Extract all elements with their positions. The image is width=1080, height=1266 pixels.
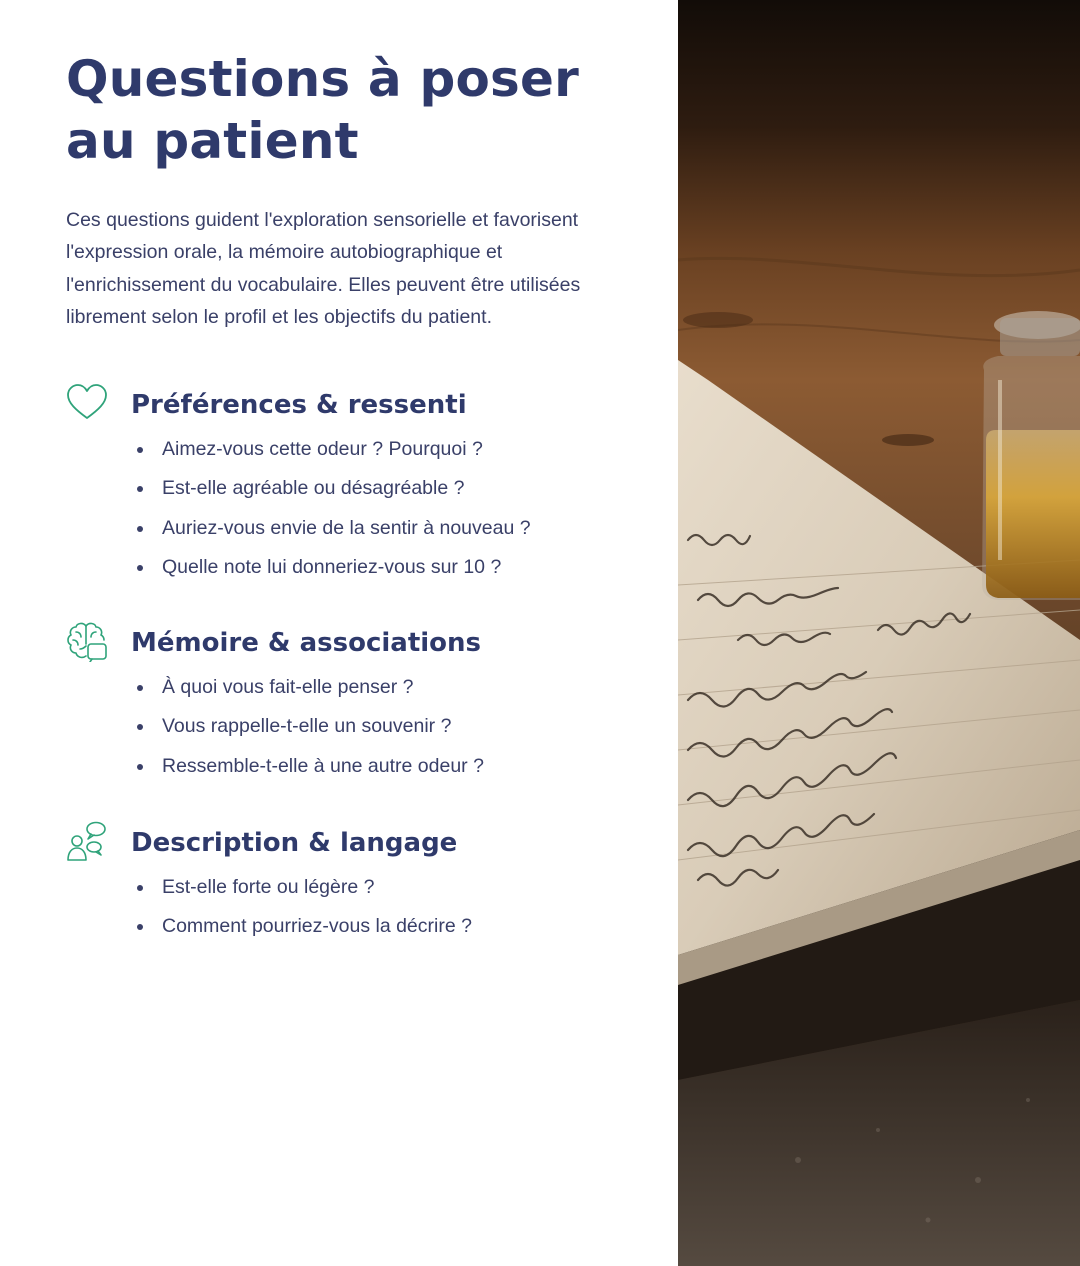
question-list	[134, 430, 531, 587]
list-item: Quelle note lui donneriez-vous sur 10 ?	[134, 548, 531, 587]
notebook-photo	[678, 0, 1080, 1266]
list-item: À quoi vous fait-elle penser ?	[134, 668, 484, 707]
list-item: Auriez-vous envie de la sentir à nouveau ?	[134, 509, 531, 548]
list-item: Aimez-vous cette odeur ? Pourquoi ?	[134, 430, 531, 469]
people-talking-icon	[66, 820, 108, 862]
list-item: Ressemble-t-elle à une autre odeur ?	[134, 747, 484, 786]
section-title: Préférences & ressenti	[131, 390, 467, 420]
brain-icon	[66, 620, 108, 662]
section-title: Mémoire & associations	[131, 628, 482, 658]
heart-icon	[66, 382, 108, 424]
page-title: Questions à poser au patient	[66, 50, 579, 170]
list-item: Est-elle agréable ou désagréable ?	[134, 469, 531, 508]
list-item: Est-elle forte ou légère ?	[134, 868, 472, 907]
intro-paragraph: Ces questions guident l'exploration sensorielle et favorisent l'expression orale, la mémoire autobiographique et l'enrichissement du vocabulaire. Elles peuvent être utilisées librement selon le profil et les objectifs du patient.	[66, 209, 581, 328]
list-item: Comment pourriez-vous la décrire ?	[134, 907, 472, 946]
question-list	[134, 668, 484, 786]
question-list	[134, 868, 472, 947]
list-item: Vous rappelle-t-elle un souvenir ?	[134, 707, 484, 746]
section-title: Description & langage	[131, 828, 458, 858]
